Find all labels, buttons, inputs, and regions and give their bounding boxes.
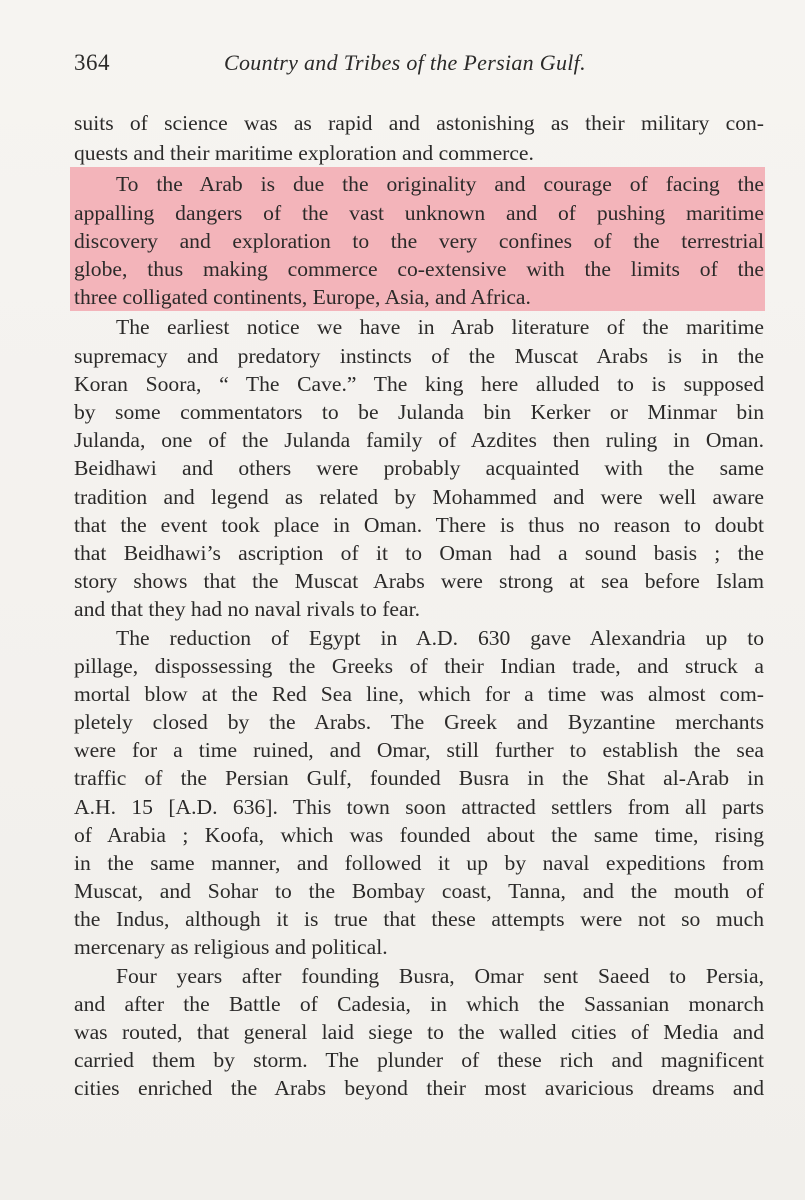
paragraph-line: and that they had no naval rivals to fear. <box>74 597 420 621</box>
paragraph-line: pillage, dispossessing the Greeks of their Indian trade, and struck a <box>74 654 764 678</box>
paragraph-line: The reduction of Egypt in A.D. 630 gave Alexandria up to <box>116 626 764 650</box>
paragraph-line: that Beidhawi’s ascription of it to Oman had a sound basis ; the <box>74 541 764 565</box>
paragraph-line: carried them by storm. The plunder of these rich and magnificent <box>74 1048 764 1072</box>
highlighted-line: globe, thus making commerce co-extensive with the limits of the <box>74 257 764 281</box>
paragraph-line: by some commentators to be Julanda bin Kerker or Minmar bin <box>74 400 764 424</box>
highlighted-line: To the Arab is due the originality and courage of facing the <box>116 172 764 196</box>
paragraph-line: Koran Soora, “ The Cave.” The king here alluded to is supposed <box>74 372 764 396</box>
paragraph-line: Muscat, and Sohar to the Bombay coast, Tanna, and the mouth of <box>74 879 764 903</box>
paragraph-line: the Indus, although it is true that these attempts were not so much <box>74 907 764 931</box>
paragraph-line: in the same manner, and followed it up by naval expeditions from <box>74 851 764 875</box>
paragraph-line: Beidhawi and others were probably acquainted with the same <box>74 456 764 480</box>
paragraph-line: Four years after founding Busra, Omar sent Saeed to Persia, <box>116 964 764 988</box>
paragraph-line: of Arabia ; Koofa, which was founded about the same time, rising <box>74 823 764 847</box>
paragraph-line: quests and their maritime exploration and commerce. <box>74 141 534 165</box>
paragraph-line: pletely closed by the Arabs. The Greek and Byzantine merchants <box>74 710 764 734</box>
highlighted-line: discovery and exploration to the very confines of the terrestrial <box>74 229 764 253</box>
paragraph-line: tradition and legend as related by Mohammed and were well aware <box>74 485 764 509</box>
page-header <box>74 50 764 80</box>
paragraph-line: story shows that the Muscat Arabs were strong at sea before Islam <box>74 569 764 593</box>
paragraph-line: was routed, that general laid siege to the walled cities of Media and <box>74 1020 764 1044</box>
highlighted-line: three colligated continents, Europe, Asia, and Africa. <box>74 285 531 309</box>
paragraph-line: traffic of the Persian Gulf, founded Busra in the Shat al-Arab in <box>74 766 764 790</box>
paragraph-line: The earliest notice we have in Arab literature of the maritime <box>116 315 764 339</box>
paragraph-line: that the event took place in Oman. There is thus no reason to doubt <box>74 513 764 537</box>
running-title: Country and Tribes of the Persian Gulf. <box>224 50 586 75</box>
paragraph-line: cities enriched the Arabs beyond their most avaricious dreams and <box>74 1076 764 1100</box>
paragraph-line: were for a time ruined, and Omar, still further to establish the sea <box>74 738 764 762</box>
paragraph-line: supremacy and predatory instincts of the Muscat Arabs is in the <box>74 344 764 368</box>
paragraph-line: Julanda, one of the Julanda family of Azdites then ruling in Oman. <box>74 428 764 452</box>
paragraph-line: and after the Battle of Cadesia, in which the Sassanian monarch <box>74 992 764 1016</box>
paragraph-line: mortal blow at the Red Sea line, which for a time was almost com- <box>74 682 764 706</box>
paragraph-line: A.H. 15 [A.D. 636]. This town soon attracted settlers from all parts <box>74 795 764 819</box>
highlighted-line: appalling dangers of the vast unknown and of pushing maritime <box>74 201 764 225</box>
paragraph-line: mercenary as religious and political. <box>74 935 388 959</box>
paragraph-line: suits of science was as rapid and astonishing as their military con- <box>74 111 764 135</box>
page-number: 364 <box>74 50 110 75</box>
